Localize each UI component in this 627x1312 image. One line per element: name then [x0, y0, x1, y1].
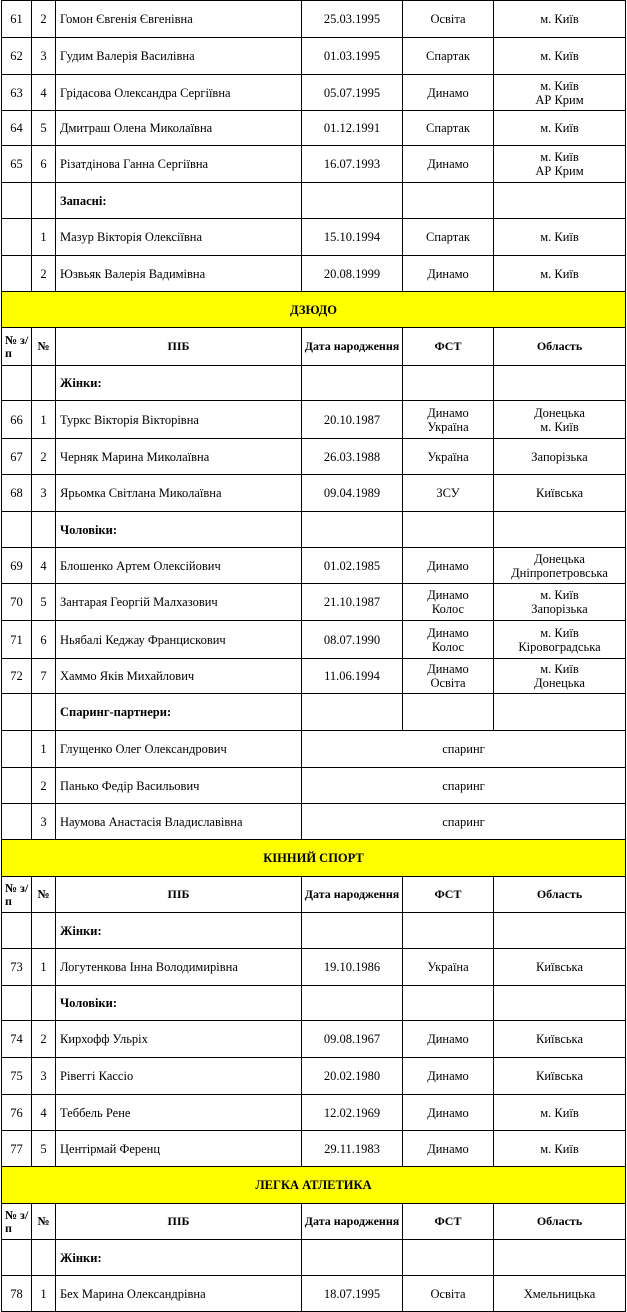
birth-date-cell: 20.10.1987 [302, 401, 403, 439]
row-number-cell [2, 913, 32, 949]
athlete-name-cell: Гомон Євгенія Євгенівна [56, 1, 302, 38]
athlete-name-cell: Зантарая Георгій Малхазович [56, 584, 302, 621]
sparring-partner-row [2, 768, 626, 804]
sport-section-title: КІННИЙ СПОРТ [2, 840, 626, 877]
header-num-local: № [32, 328, 56, 366]
group-number-cell [32, 366, 56, 401]
fst-cell: Освіта [403, 1276, 494, 1312]
header-num-total: № з/п [2, 877, 32, 913]
region-cell [494, 548, 626, 584]
fst-cell: Динамо [403, 1021, 494, 1058]
birth-date-cell: 01.03.1995 [302, 38, 403, 75]
column-header-row [2, 1204, 626, 1240]
cell-line: Динамо [427, 405, 469, 420]
fst-cell: Динамо [403, 1131, 494, 1167]
birth-date-cell: 20.08.1999 [302, 256, 403, 292]
athlete-row [2, 1, 626, 38]
subgroup-label: Жінки: [56, 366, 302, 401]
fst-cell: ЗСУ [403, 475, 494, 512]
birth-date-cell: 08.07.1990 [302, 621, 403, 659]
fst-cell [403, 694, 494, 731]
fst-cell [403, 621, 494, 659]
region-cell [494, 584, 626, 621]
athlete-name-cell: Кирхофф Ульріх [56, 1021, 302, 1058]
birth-date-cell: 25.03.1995 [302, 1, 403, 38]
header-num-local: № [32, 1204, 56, 1240]
birth-date-cell: 09.08.1967 [302, 1021, 403, 1058]
athlete-row [2, 1058, 626, 1095]
sparring-note-cell: спаринг [302, 731, 626, 768]
group-number-cell [32, 986, 56, 1021]
group-number-cell: 5 [32, 1131, 56, 1167]
birth-date-cell: 26.03.1988 [302, 439, 403, 475]
athlete-row [2, 548, 626, 584]
region-cell: м. Київ [494, 219, 626, 256]
region-cell [494, 986, 626, 1021]
subgroup-row [2, 694, 626, 731]
athlete-row [2, 75, 626, 111]
birth-date-cell [302, 1240, 403, 1276]
group-number-cell: 3 [32, 804, 56, 840]
region-cell: Київська [494, 1058, 626, 1095]
group-number-cell: 2 [32, 1021, 56, 1058]
athlete-name-cell: Глущенко Олег Олександрович [56, 731, 302, 768]
fst-cell: Динамо [403, 75, 494, 111]
fst-cell [403, 183, 494, 219]
athlete-name-cell: Ньябалі Кеджау Францискович [56, 621, 302, 659]
athlete-name-cell: Юзвьяк Валерія Вадимівна [56, 256, 302, 292]
region-cell [494, 694, 626, 731]
row-number-cell [2, 768, 32, 804]
group-number-cell: 1 [32, 401, 56, 439]
fst-cell: Спартак [403, 219, 494, 256]
fst-cell: Україна [403, 949, 494, 986]
header-fst: ФСТ [403, 877, 494, 913]
cell-line: Динамо [427, 662, 469, 676]
birth-date-cell: 16.07.1993 [302, 146, 403, 183]
group-number-cell: 1 [32, 219, 56, 256]
birth-date-cell [302, 913, 403, 949]
fst-cell [403, 366, 494, 401]
athlete-row [2, 621, 626, 659]
cell-line: Донецька [534, 551, 585, 566]
row-number-cell: 71 [2, 621, 32, 659]
region-cell [494, 401, 626, 439]
row-number-cell: 69 [2, 548, 32, 584]
fst-cell: Динамо [403, 1058, 494, 1095]
athlete-name-cell: Черняк Марина Миколаївна [56, 439, 302, 475]
region-cell [494, 1240, 626, 1276]
fst-cell [403, 986, 494, 1021]
fst-cell: Україна [403, 439, 494, 475]
athlete-row [2, 1131, 626, 1167]
region-cell [494, 183, 626, 219]
cell-line: Донецька [534, 405, 585, 420]
group-number-cell [32, 512, 56, 548]
cell-line: м. Київ [540, 662, 579, 676]
athlete-name-cell: Блошенко Артем Олексійович [56, 548, 302, 584]
row-number-cell [2, 986, 32, 1021]
column-header-row [2, 328, 626, 366]
subgroup-label: Чоловіки: [56, 512, 302, 548]
subgroup-label: Жінки: [56, 1240, 302, 1276]
athlete-row [2, 1095, 626, 1131]
birth-date-cell: 01.12.1991 [302, 111, 403, 146]
region-cell: м. Київ [494, 1131, 626, 1167]
row-number-cell: 63 [2, 75, 32, 111]
fst-cell [403, 512, 494, 548]
region-cell [494, 659, 626, 694]
row-number-cell: 68 [2, 475, 32, 512]
row-number-cell: 76 [2, 1095, 32, 1131]
row-number-cell: 70 [2, 584, 32, 621]
subgroup-label: Спаринг-партнери: [56, 694, 302, 731]
athlete-name-cell: Мазур Вікторія Олексіївна [56, 219, 302, 256]
cell-line: м. Київ [540, 419, 579, 434]
group-number-cell: 7 [32, 659, 56, 694]
region-cell [494, 146, 626, 183]
group-number-cell: 3 [32, 1058, 56, 1095]
cell-line: м. Київ [540, 588, 579, 602]
athletes-table-body [2, 1, 626, 1312]
subgroup-row [2, 183, 626, 219]
subgroup-row [2, 1240, 626, 1276]
athlete-row [2, 256, 626, 292]
cell-line: м. Київ [540, 150, 579, 164]
row-number-cell: 65 [2, 146, 32, 183]
row-number-cell: 74 [2, 1021, 32, 1058]
athlete-row [2, 584, 626, 621]
athlete-row [2, 146, 626, 183]
sparring-partner-row [2, 731, 626, 768]
fst-cell: Динамо [403, 1095, 494, 1131]
athlete-row [2, 475, 626, 512]
header-region: Область [494, 328, 626, 366]
header-fst: ФСТ [403, 1204, 494, 1240]
group-number-cell: 3 [32, 475, 56, 512]
athlete-row [2, 439, 626, 475]
region-cell: Київська [494, 949, 626, 986]
region-cell [494, 366, 626, 401]
subgroup-label: Жінки: [56, 913, 302, 949]
group-number-cell: 6 [32, 146, 56, 183]
cell-line: АР Крим [535, 92, 584, 107]
athlete-row [2, 38, 626, 75]
fst-cell [403, 913, 494, 949]
birth-date-cell: 19.10.1986 [302, 949, 403, 986]
row-number-cell: 66 [2, 401, 32, 439]
row-number-cell: 61 [2, 1, 32, 38]
row-number-cell: 78 [2, 1276, 32, 1312]
athlete-name-cell: Бех Марина Олександрівна [56, 1276, 302, 1312]
sport-section-row [2, 840, 626, 877]
birth-date-cell: 18.07.1995 [302, 1276, 403, 1312]
row-number-cell: 67 [2, 439, 32, 475]
athlete-name-cell: Логутенкова Інна Володимирівна [56, 949, 302, 986]
cell-line: Україна [427, 419, 469, 434]
cell-line: Запорізька [531, 602, 588, 616]
athlete-row [2, 1276, 626, 1312]
row-number-cell: 72 [2, 659, 32, 694]
region-cell: м. Київ [494, 38, 626, 75]
fst-cell: Спартак [403, 38, 494, 75]
athlete-row [2, 1021, 626, 1058]
subgroup-row [2, 986, 626, 1021]
region-cell: м. Київ [494, 111, 626, 146]
row-number-cell: 64 [2, 111, 32, 146]
row-number-cell: 75 [2, 1058, 32, 1095]
row-number-cell [2, 731, 32, 768]
row-number-cell [2, 366, 32, 401]
region-cell [494, 621, 626, 659]
header-name: ПІБ [56, 877, 302, 913]
group-number-cell: 2 [32, 768, 56, 804]
athlete-row [2, 401, 626, 439]
birth-date-cell: 05.07.1995 [302, 75, 403, 111]
cell-line: Кіровоградська [518, 639, 601, 654]
athlete-name-cell: Туркс Вікторія Вікторівна [56, 401, 302, 439]
birth-date-cell: 21.10.1987 [302, 584, 403, 621]
athlete-name-cell: Різатдінова Ганна Сергіївна [56, 146, 302, 183]
athlete-name-cell: Рівеггі Кассіо [56, 1058, 302, 1095]
fst-cell: Освіта [403, 1, 494, 38]
group-number-cell [32, 183, 56, 219]
cell-line: м. Київ [540, 625, 579, 640]
fst-cell [403, 659, 494, 694]
sport-section-row [2, 292, 626, 328]
group-number-cell: 2 [32, 256, 56, 292]
cell-line: м. Київ [540, 78, 579, 93]
subgroup-label: Чоловіки: [56, 986, 302, 1021]
athlete-row [2, 111, 626, 146]
group-number-cell: 1 [32, 1276, 56, 1312]
column-header-row [2, 877, 626, 913]
header-num-total: № з/п [2, 328, 32, 366]
birth-date-cell: 29.11.1983 [302, 1131, 403, 1167]
athlete-name-cell: Центірмай Ференц [56, 1131, 302, 1167]
cell-line: Донецька [534, 676, 585, 690]
row-number-cell [2, 256, 32, 292]
sport-section-title: ДЗЮДО [2, 292, 626, 328]
row-number-cell [2, 1240, 32, 1276]
cell-line: Колос [431, 602, 465, 616]
cell-line: АР Крим [535, 164, 584, 178]
birth-date-cell: 11.06.1994 [302, 659, 403, 694]
region-cell: Хмельницька [494, 1276, 626, 1312]
birth-date-cell [302, 512, 403, 548]
group-number-cell: 4 [32, 548, 56, 584]
birth-date-cell [302, 366, 403, 401]
group-number-cell: 4 [32, 75, 56, 111]
group-number-cell: 3 [32, 38, 56, 75]
birth-date-cell: 01.02.1985 [302, 548, 403, 584]
cell-line: Освіта [430, 676, 466, 690]
cell-line: Колос [431, 639, 465, 654]
athlete-name-cell: Грідасова Олександра Сергіївна [56, 75, 302, 111]
athlete-name-cell: Теббель Рене [56, 1095, 302, 1131]
header-fst: ФСТ [403, 328, 494, 366]
header-num-total: № з/п [2, 1204, 32, 1240]
row-number-cell: 77 [2, 1131, 32, 1167]
group-number-cell: 2 [32, 439, 56, 475]
region-cell [494, 75, 626, 111]
fst-cell: Динамо [403, 256, 494, 292]
header-region: Область [494, 877, 626, 913]
group-number-cell [32, 1240, 56, 1276]
header-name: ПІБ [56, 1204, 302, 1240]
group-number-cell [32, 913, 56, 949]
region-cell: м. Київ [494, 1, 626, 38]
birth-date-cell: 20.02.1980 [302, 1058, 403, 1095]
birth-date-cell: 12.02.1969 [302, 1095, 403, 1131]
row-number-cell [2, 183, 32, 219]
header-name: ПІБ [56, 328, 302, 366]
row-number-cell: 73 [2, 949, 32, 986]
athlete-row [2, 219, 626, 256]
fst-cell [403, 401, 494, 439]
row-number-cell [2, 804, 32, 840]
header-dob: Дата народження [302, 1204, 403, 1240]
header-dob: Дата народження [302, 877, 403, 913]
cell-line: Динамо [427, 625, 469, 640]
athlete-name-cell: Хаммо Яків Михайлович [56, 659, 302, 694]
row-number-cell: 62 [2, 38, 32, 75]
athlete-name-cell: Панько Федір Васильович [56, 768, 302, 804]
athlete-name-cell: Наумова Анастасія Владиславівна [56, 804, 302, 840]
birth-date-cell: 09.04.1989 [302, 475, 403, 512]
athlete-row [2, 659, 626, 694]
athletes-table [1, 0, 626, 1312]
fst-cell [403, 584, 494, 621]
region-cell: м. Київ [494, 256, 626, 292]
row-number-cell [2, 219, 32, 256]
birth-date-cell [302, 183, 403, 219]
region-cell [494, 512, 626, 548]
region-cell: Запорізька [494, 439, 626, 475]
sparring-note-cell: спаринг [302, 804, 626, 840]
sport-section-title: ЛЕГКА АТЛЕТИКА [2, 1167, 626, 1204]
region-cell: Київська [494, 475, 626, 512]
group-number-cell: 6 [32, 621, 56, 659]
sparring-partner-row [2, 804, 626, 840]
athlete-name-cell: Гудим Валерія Василівна [56, 38, 302, 75]
row-number-cell [2, 694, 32, 731]
group-number-cell: 1 [32, 731, 56, 768]
athlete-name-cell: Дмитраш Олена Миколаївна [56, 111, 302, 146]
sport-section-row [2, 1167, 626, 1204]
fst-cell: Динамо [403, 146, 494, 183]
birth-date-cell [302, 986, 403, 1021]
subgroup-row [2, 913, 626, 949]
group-number-cell: 1 [32, 949, 56, 986]
group-number-cell: 5 [32, 111, 56, 146]
fst-cell [403, 1240, 494, 1276]
region-cell: м. Київ [494, 1095, 626, 1131]
athlete-name-cell: Ярьомка Світлана Миколаївна [56, 475, 302, 512]
region-cell [494, 913, 626, 949]
athlete-row [2, 949, 626, 986]
sparring-note-cell: спаринг [302, 768, 626, 804]
birth-date-cell: 15.10.1994 [302, 219, 403, 256]
group-number-cell [32, 694, 56, 731]
subgroup-label: Запасні: [56, 183, 302, 219]
group-number-cell: 4 [32, 1095, 56, 1131]
group-number-cell: 5 [32, 584, 56, 621]
subgroup-row [2, 366, 626, 401]
region-cell: Київська [494, 1021, 626, 1058]
row-number-cell [2, 512, 32, 548]
header-region: Область [494, 1204, 626, 1240]
group-number-cell: 2 [32, 1, 56, 38]
header-num-local: № [32, 877, 56, 913]
header-dob: Дата народження [302, 328, 403, 366]
fst-cell: Динамо [403, 548, 494, 584]
cell-line: Дніпропетровська [511, 565, 608, 580]
subgroup-row [2, 512, 626, 548]
birth-date-cell [302, 694, 403, 731]
fst-cell: Спартак [403, 111, 494, 146]
cell-line: Динамо [427, 588, 469, 602]
